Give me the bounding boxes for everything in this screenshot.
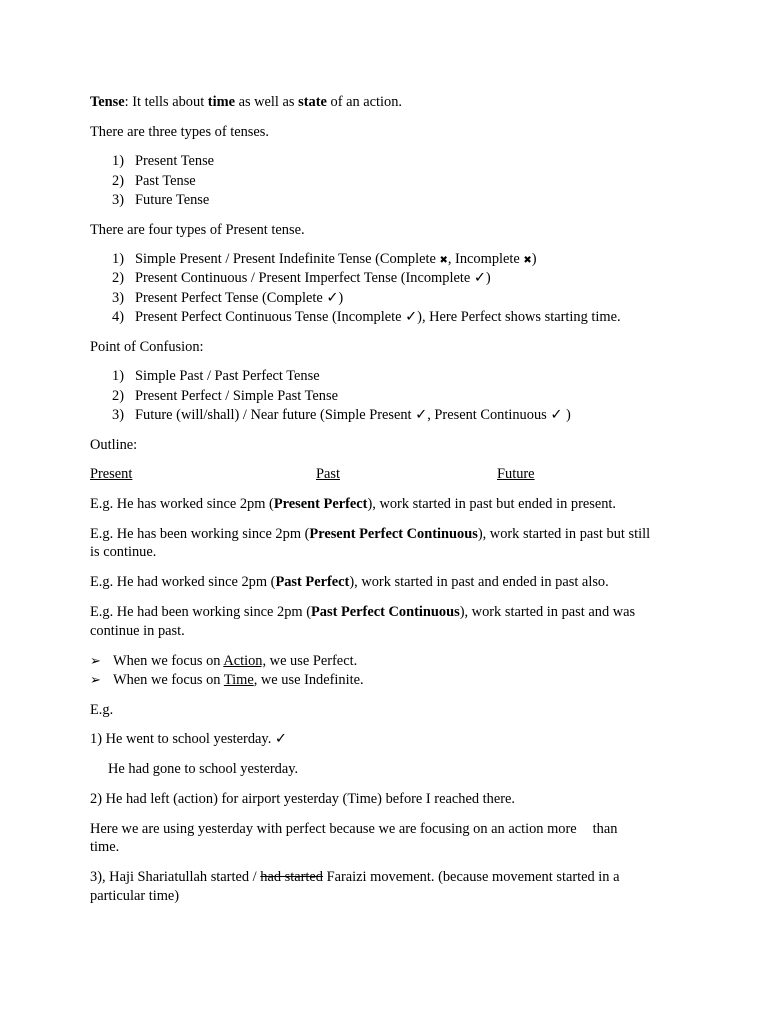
list-number: 2) [112,388,124,404]
example-3: 3), Haji Shariatullah started / had started Faraizi movement. (because movement started in a [90,869,620,885]
check-icon: ✓ [405,309,418,325]
list-number: 2) [112,270,124,286]
example-past-perfect: E.g. He had worked since 2pm (Past Perfect), work started in past and ended in past also. [90,574,609,590]
present-intro: There are four types of Present tense. [90,222,305,238]
list-item: Future Tense [135,192,210,208]
list-item: Present Perfect Continuous Tense (Incomplete ✓), Here Perfect shows starting time. [135,309,621,325]
list-number: 3) [112,192,124,208]
example-present-perfect-continuous: E.g. He has been working since 2pm (Present Perfect Continuous), work started in past but still [90,526,651,542]
confusion-intro: Point of Confusion: [90,339,204,355]
list-item: Simple Past / Past Perfect Tense [135,368,320,384]
note: Here we are using yesterday with perfect because we are focusing on an action more than [90,821,618,837]
outline-present: Present [90,466,133,482]
struck-text: had started [260,869,323,885]
list-item: Present Continuous / Present Imperfect Tense (Incomplete ✓) [135,270,491,286]
list-item: Present Perfect Tense (Complete ✓) [135,290,344,306]
list-item: Present Tense [135,153,215,169]
tense-definition: Tense: It tells about time as well as state of an action. [90,94,403,110]
note-continuation: time. [90,839,120,855]
list-number: 4) [112,309,124,325]
example-present-perfect: E.g. He has worked since 2pm (Present Perfect), work started in past but ended in present. [90,496,617,512]
outline-past: Past [316,466,340,482]
list-item: Simple Present / Present Indefinite Tense (Complete ✖, Incomplete ✖) [135,251,537,267]
check-icon: ✓ [473,270,486,286]
arrow-bullet-icon: ➢ [90,653,101,668]
check-icon: ✓ [274,731,287,747]
list-item: Present Perfect / Simple Past Tense [135,388,338,404]
check-icon: ✓ [550,407,563,423]
example-past-perfect-continuous: E.g. He had been working since 2pm (Past Perfect Continuous), work started in past and was [90,604,636,620]
example-continuation: is continue. [90,544,157,560]
example-1-alt: He had gone to school yesterday. [108,761,299,777]
example-1: 1) He went to school yesterday. ✓ [90,731,287,747]
cross-icon: ✖ [523,255,532,266]
list-number: 1) [112,368,124,384]
check-icon: ✓ [415,407,428,423]
tense-term: Tense [90,94,125,110]
list-number: 2) [112,173,124,189]
focus-action: When we focus on Action, we use Perfect. [113,653,358,669]
list-number: 3) [112,407,124,423]
list-number: 3) [112,290,124,306]
focus-time: When we focus on Time, we use Indefinite. [113,672,364,688]
cross-icon: ✖ [439,255,448,266]
example-2: 2) He had left (action) for airport yesterday (Time) before I reached there. [90,791,515,807]
list-item: Future (will/shall) / Near future (Simple Present ✓, Present Continuous ✓ ) [135,407,571,423]
types-intro: There are three types of tenses. [90,124,269,140]
list-number: 1) [112,153,124,169]
example-3-continuation: particular time) [90,888,180,904]
outline-label: Outline: [90,437,138,453]
example-continuation: continue in past. [90,623,185,639]
outline-future: Future [497,466,535,482]
list-number: 1) [112,251,124,267]
arrow-bullet-icon: ➢ [90,672,101,687]
check-icon: ✓ [326,290,339,306]
list-item: Past Tense [135,173,196,189]
eg-label: E.g. [90,702,114,718]
